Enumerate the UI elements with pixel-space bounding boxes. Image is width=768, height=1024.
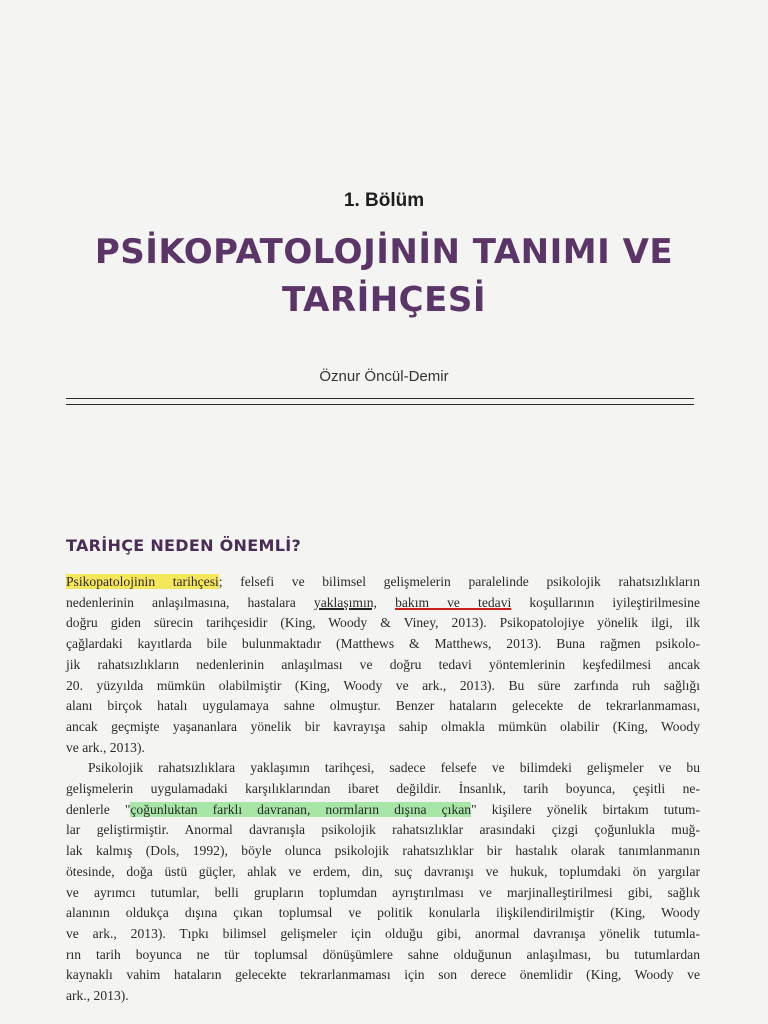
text-line: nedenlerinin anlaşılmasına, hastalara yaklaşımın, bakım ve tedavi koşullarının iyileştirilmesine (66, 594, 700, 610)
chapter-title-line-2: TARİHÇESİ (282, 280, 486, 320)
text-line: ark., 2013). (66, 988, 129, 1004)
chapter-label: 1. Bölüm (343, 190, 425, 211)
underline-red: bakım ve tedavi (395, 594, 512, 610)
text-line: Psikolojik rahatsızlıklara yaklaşımın tarihçesi, sadece felsefe ve bilimdeki gelişmeler ve bu (88, 760, 700, 776)
text-line: denlerle "çoğunluktan farklı davranan, normların dışına çıkan" kişilere yönelik birtakım tutum- (66, 801, 700, 817)
text-line: çağlardaki kayıtlarda bile bulunmaktadır (Matthews & Matthews, 2013). Buna rağmen psikolo- (66, 636, 700, 652)
divider-rule-top (66, 398, 694, 399)
text-line: ve ayrımcı tutumlar, belli grupların toplumdan ayrıştırılması ve marjinalleştirilmesi gibi, sağlık (66, 884, 700, 900)
highlight-yellow: Psikopatolojinin tarihçesi (66, 574, 219, 589)
text-line: jik rahatsızlıkların nedenlerinin anlaşılması ve doğru tedavi yöntemlerinin keşfedilmesi ancak (66, 656, 700, 672)
text-line: rın tarih boyunca ne tür toplumsal dönüşümlere sahne olduğunun anlaşılması, bu tutumlardan (66, 946, 700, 962)
highlight-green: çoğunluktan farklı davranan, normların dışına çıkan (130, 801, 472, 817)
text-line: lar geliştirmiştir. Anormal davranışla psikolojik rahatsızlıklar arasındaki çizgi çoğunlukla muğ- (66, 822, 700, 838)
text-line: alanının oldukça dışına çıkan toplumsal ve politik konularla ilişkilendirilmiştir (King, Woody (66, 905, 700, 921)
text-line: lak kalmış (Dols, 1992), böyle olunca psikolojik rahatsızlıklar bir hastalık olarak tanımlanmanın (66, 843, 700, 859)
text-line: ötesinde, doğa üstü güçler, ahlak ve erdem, din, suç davranışı ve hukuk, toplumdaki ön yargılar (66, 863, 700, 879)
underline-dark: yaklaşımın, (313, 594, 377, 610)
text-line: ve ark., 2013). Tıpkı bilimsel gelişmeler için olduğu gibi, anormal davranışa yönelik tutumla- (66, 925, 700, 941)
divider-rule-bottom (66, 404, 694, 405)
section-heading: TARİHÇE NEDEN ÖNEMLİ? (66, 536, 302, 555)
author-name: Öznur Öncül-Demir (319, 368, 449, 385)
chapter-title (0, 228, 768, 324)
text-line: 20. yüzyılda mümkün olabilmiştir (King, Woody ve ark., 2013). Bu süre zarfında ruh sağlığı (66, 677, 700, 693)
paragraph-2 (66, 758, 700, 1006)
text-line: ancak geçmişte yaşananlara yönelik bir kavrayışa sahip olmakla mümkün olabilir (King, Woody (66, 718, 700, 734)
text-line: ve ark., 2013). (66, 739, 145, 755)
text-line: Psikopatolojinin tarihçesi; felsefi ve bilimsel gelişmelerin paralelinde psikolojik rahatsızlıkların (66, 574, 700, 589)
text-line: gelişmelerin uygulamadaki karşılıklarından ibaret değildir. İnsanlık, tarih boyunca, çeşitli ne- (66, 781, 700, 797)
text-line: alanı birçok hatalı uygulamaya sahne olmuştur. Benzer hataların gelecekte de tekrarlanmaması, (66, 698, 700, 714)
paragraph-1 (66, 572, 700, 758)
text-line: doğru giden sürecin tarihçesidir (King, Woody & Viney, 2013). Psikopatolojiye yönelik ilgi, ilk (66, 615, 700, 631)
chapter-title-line-1: PSİKOPATOLOJİNİN TANIMI VE (94, 232, 674, 272)
body-text (66, 572, 700, 1007)
text-line: kaynaklı vahim hataların gelecekte tekrarlanmaması için son derece önemlidir (King, Woody ve (66, 967, 700, 983)
